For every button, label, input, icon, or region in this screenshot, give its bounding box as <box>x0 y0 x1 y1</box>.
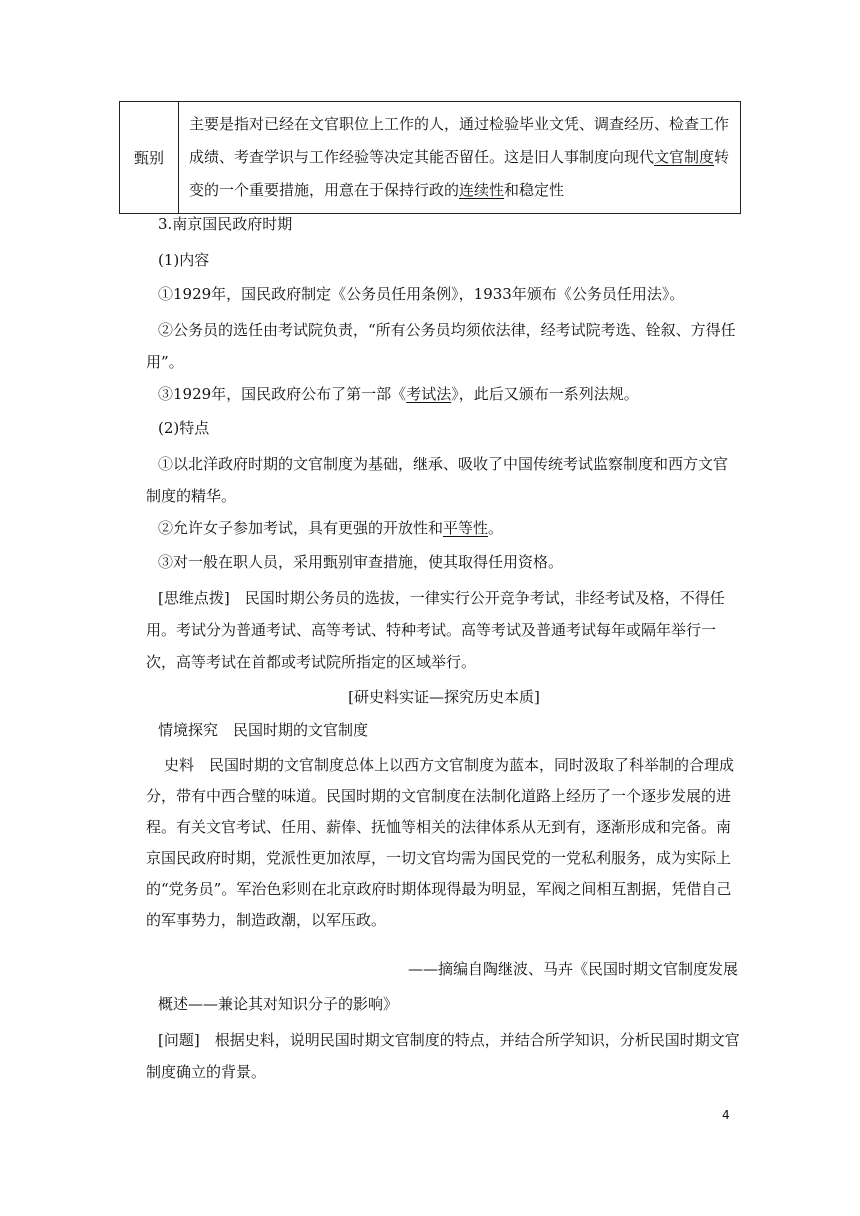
underlined-term: 考试法 <box>406 385 452 403</box>
thinking-note: [思维点拨] 民国时期公务员的选拔，一律实行公开竞争考试，非经考试及格，不得任用。考试分为普通考试、高等考试、特种考试。高等考试及普通考试每年或隔年举行一次，高等考试在首都或考试院所指定的区域举行。 <box>146 589 725 671</box>
question-label: [问题] <box>158 1031 200 1049</box>
scenario-heading: 情境探究 民国时期的文官制度 <box>158 721 369 739</box>
source-label: 史料 <box>164 756 195 774</box>
underlined-term: 平等性 <box>443 519 489 537</box>
subsection-heading: (1)内容 <box>158 251 210 269</box>
feature-item-1: ①以北洋政府时期的文官制度为基础，继承、吸收了中国传统考试监察制度和西方文官制度的精华。 <box>146 455 729 505</box>
feature-item-3: ③对一般在职人员，采用甄别审查措施，使其取得任用资格。 <box>158 553 564 571</box>
citation-line: ——摘编自陶继波、马卉《民国时期文官制度发展 <box>407 960 738 978</box>
table-term: 甄别 <box>120 102 179 214</box>
definition-table <box>119 101 741 214</box>
content-item-3: ③1929年，国民政府公布了第一部《考试法》，此后又颁布一系列法规。 <box>158 385 639 403</box>
source-passage: 史料 民国时期的文官制度总体上以西方文官制度为蓝本，同时汲取了科举制的合理成分，带有中西合璧的味道。民国时期的文官制度在法制化道路上经历了一个逐步发展的进程。有关文官考试、任用、薪俸、抚恤等相关的法律体系从无到有，逐渐形成和完备。南京国民政府时期，党派性更加浓厚，一切文官均需为国民党的一党私利服务，成为实际上的“党务员”。军治色彩则在北京政府时期体现得最为明显，军阀之间相互割据，凭借自己的军事势力，制造政潮，以军压政。 <box>146 756 735 929</box>
subsection-heading: (2)特点 <box>158 419 210 437</box>
page-number: 4 <box>722 1108 730 1122</box>
question: [问题] 根据史料，说明民国时期文官制度的特点，并结合所学知识，分析民国时期文官制度确立的背景。 <box>146 1031 740 1081</box>
content-item-2: ②公务员的选任由考试院负责，“所有公务员均须依法律，经考试院考选、铨叙、方得任用”。 <box>146 321 736 371</box>
section-heading: 3.南京国民政府时期 <box>158 215 293 233</box>
research-banner: [研史料实证—探究历史本质] <box>348 688 540 706</box>
underlined-term: 连续性 <box>459 181 505 199</box>
table-description: 主要是指对已经在文官职位上工作的人，通过检验毕业文凭、调查经历、检查工作成绩、考查学识与工作经验等决定其能否留任。这是旧人事制度向现代文官制度转变的一个重要措施，用意在于保持行政的连续性和稳定性 <box>179 102 741 214</box>
feature-item-2: ②允许女子参加考试，具有更强的开放性和平等性。 <box>158 519 504 537</box>
underlined-term: 文官制度 <box>654 148 715 166</box>
table-row <box>120 102 741 214</box>
citation-line: 概述——兼论其对知识分子的影响》 <box>158 995 399 1013</box>
thinking-label: [思维点拨] <box>158 589 230 607</box>
content-item-1: ①1929年，国民政府制定《公务员任用条例》，1933年颁布《公务员任用法》。 <box>158 285 685 303</box>
